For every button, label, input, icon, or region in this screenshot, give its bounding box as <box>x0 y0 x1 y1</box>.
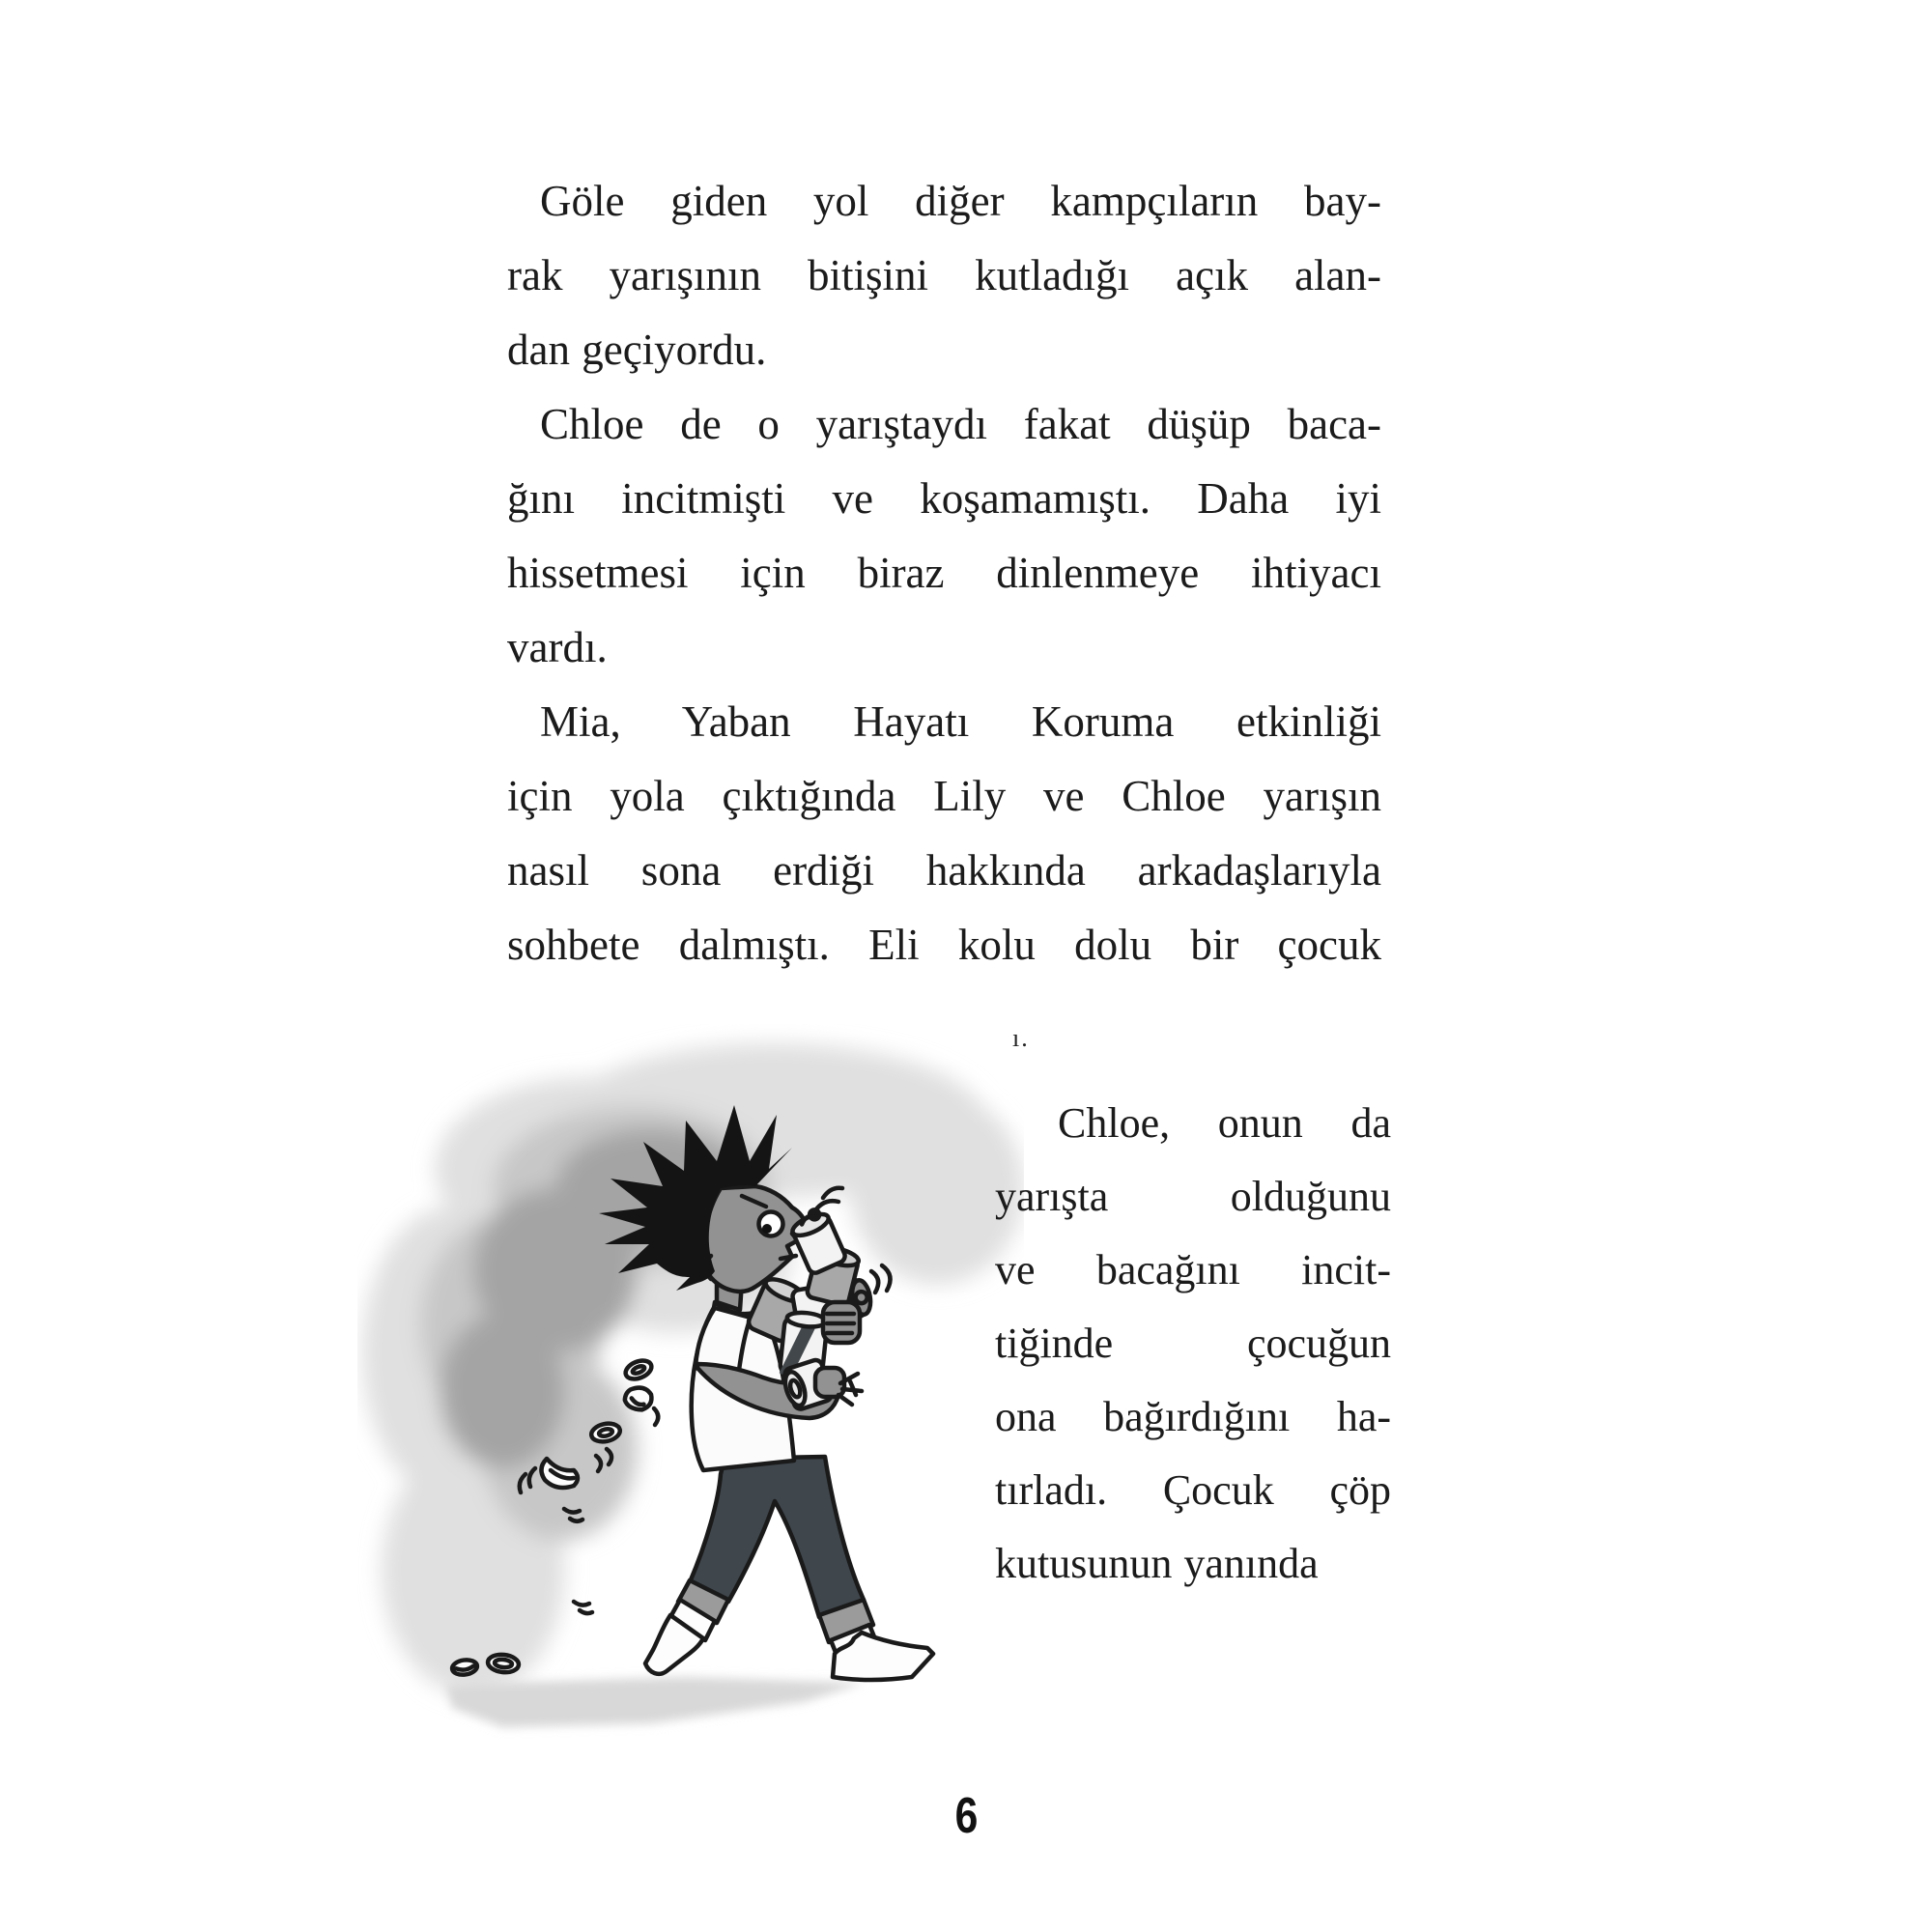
text-line: için yola çıktığında Lily ve Chloe yarışın <box>507 772 1381 820</box>
text-line: yarışta olduğunu <box>995 1173 1391 1220</box>
text-line: ve bacağını incit- <box>995 1246 1391 1293</box>
text-line: hissetmesi için biraz dinlenmeye ihtiyacı <box>507 549 1381 597</box>
text-line: Chloe, onun da <box>1058 1099 1391 1147</box>
text-line: nasıl sona erdiği hakkında arkadaşlarıyla <box>507 846 1381 895</box>
text-line: ona bağırdığını ha- <box>995 1393 1391 1440</box>
text-line: dan geçiyordu. <box>507 326 767 374</box>
text-line: Göle giden yol diğer kampçıların bay- <box>540 177 1381 225</box>
text-line: ğını incitmişti ve koşamamıştı. Daha iyi <box>507 474 1381 523</box>
boy-carrying-cans-illustration <box>357 1024 1024 1763</box>
text-line: Mia, Yaban Hayatı Koruma etkinliği <box>540 697 1381 746</box>
page-number: 6 <box>954 1788 978 1844</box>
paragraph <box>507 387 1381 685</box>
text-line: rak yarışının bitişini kutladığı açık alan- <box>507 251 1381 299</box>
text-line: vardı. <box>507 623 608 671</box>
text-line: tiğinde çocuğun <box>995 1320 1391 1367</box>
text-line: kutusunun yanında <box>995 1540 1319 1587</box>
paragraph <box>507 685 1381 982</box>
ground-shadow <box>446 1677 865 1727</box>
text-line: tırladı. Çocuk çöp <box>995 1466 1391 1514</box>
side-text-column <box>995 1087 1391 1601</box>
body-text <box>507 164 1381 982</box>
text-line: Chloe de o yarıştaydı fakat düşüp baca- <box>540 400 1381 448</box>
paragraph <box>507 164 1381 387</box>
print-artifact-mark: ı. <box>1012 1024 1030 1052</box>
text-line: sohbete dalmıştı. Eli kolu dolu bir çocuk <box>507 921 1381 969</box>
